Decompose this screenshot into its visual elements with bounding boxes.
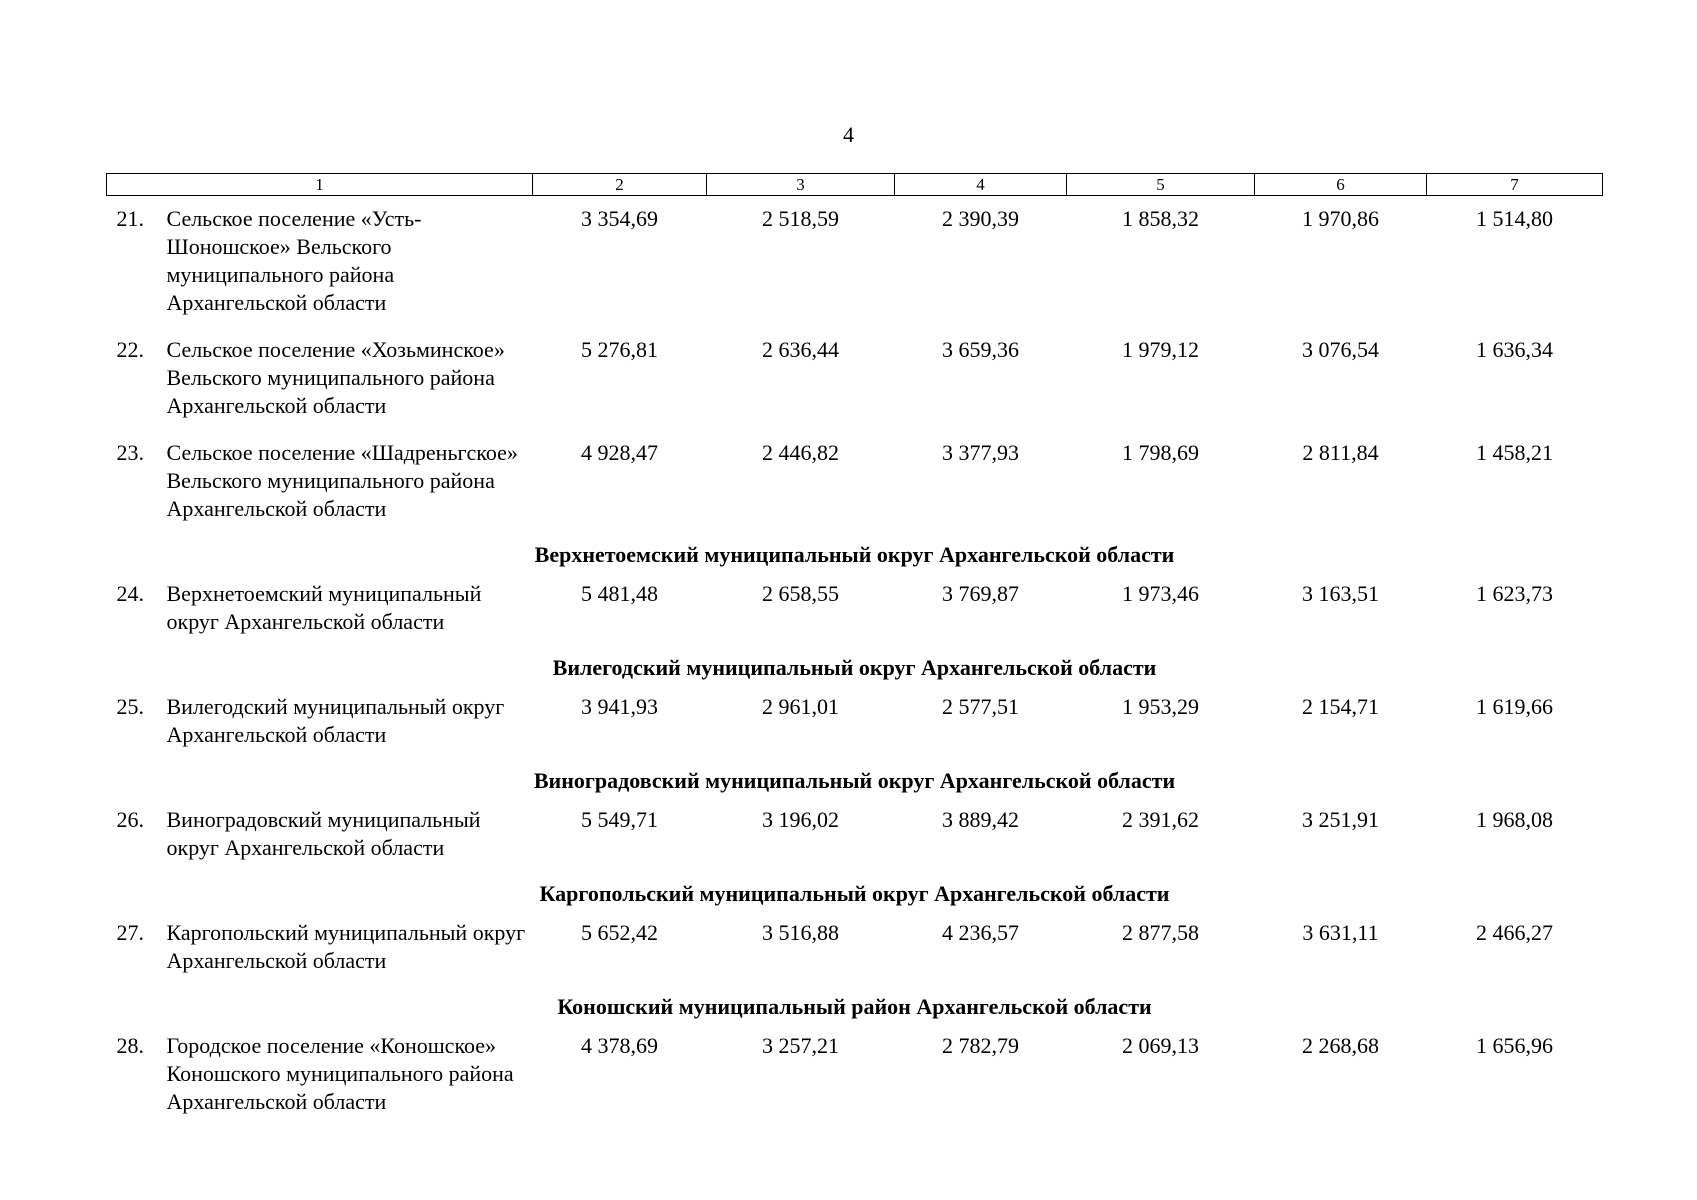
value-cell: 3 377,93 — [942, 440, 1019, 465]
section-heading: Коношский муниципальный район Архангельской области — [557, 994, 1152, 1019]
value-cell: 1 458,21 — [1476, 440, 1553, 465]
header-col-4: 4 — [895, 174, 1067, 196]
data-table — [106, 173, 1603, 1126]
value-cell: 1 968,08 — [1476, 807, 1553, 832]
name-cell — [107, 327, 533, 430]
table-row — [107, 910, 1603, 985]
value-cell: 3 769,87 — [942, 581, 1019, 606]
value-cell: 2 811,84 — [1302, 440, 1379, 465]
name-cell — [107, 430, 533, 533]
value-cell: 2 518,59 — [762, 206, 839, 231]
value-cell: 1 656,96 — [1476, 1033, 1553, 1058]
row-number: 28. — [116, 1033, 144, 1058]
value-cell: 2 658,55 — [762, 581, 839, 606]
section-heading-row — [107, 646, 1603, 684]
value-cell: 3 076,54 — [1302, 337, 1379, 362]
row-number: 25. — [116, 694, 144, 719]
value-cell: 1 619,66 — [1476, 694, 1553, 719]
table-row — [107, 327, 1603, 430]
value-cell: 3 163,51 — [1302, 581, 1379, 606]
row-name: Сельское поселение «Хозьминское» Вельского муниципального района Архангельской области — [166, 337, 505, 418]
value-cell: 2 577,51 — [942, 694, 1019, 719]
header-col-5: 5 — [1067, 174, 1255, 196]
value-cell: 1 953,29 — [1122, 694, 1199, 719]
page-number: 4 — [843, 122, 854, 147]
row-name: Сельское поселение «Шадреньгское» Вельского муниципального района Архангельской области — [166, 440, 518, 521]
value-cell: 1 858,32 — [1122, 206, 1199, 231]
value-cell: 3 631,11 — [1302, 920, 1379, 945]
row-name: Каргопольский муниципальный округ Архангельской области — [166, 920, 526, 973]
value-cell: 2 268,68 — [1302, 1033, 1379, 1058]
value-cell: 3 889,42 — [942, 807, 1019, 832]
value-cell: 2 069,13 — [1122, 1033, 1199, 1058]
name-cell — [107, 797, 533, 872]
section-heading: Каргопольский муниципальный округ Архангельской области — [539, 881, 1170, 906]
row-number: 26. — [116, 807, 144, 832]
header-col-1: 1 — [107, 174, 533, 196]
table-body — [107, 196, 1603, 1127]
value-cell: 1 970,86 — [1302, 206, 1379, 231]
value-cell: 2 466,27 — [1476, 920, 1553, 945]
value-cell: 1 973,46 — [1122, 581, 1199, 606]
value-cell: 3 251,91 — [1302, 807, 1379, 832]
value-cell: 2 390,39 — [942, 206, 1019, 231]
value-cell: 2 877,58 — [1122, 920, 1199, 945]
value-cell: 2 154,71 — [1302, 694, 1379, 719]
row-number: 24. — [116, 581, 144, 606]
table-header — [107, 174, 1603, 196]
row-name: Вилегодский муниципальный округ Архангельской области — [166, 694, 505, 747]
value-cell: 2 782,79 — [942, 1033, 1019, 1058]
row-name: Сельское поселение «Усть-Шоношское» Вельского муниципального района Архангельской области — [166, 206, 422, 315]
table-row — [107, 196, 1603, 328]
table-row — [107, 430, 1603, 533]
value-cell: 4 928,47 — [581, 440, 658, 465]
header-col-7: 7 — [1427, 174, 1603, 196]
value-cell: 5 276,81 — [581, 337, 658, 362]
row-number: 22. — [116, 337, 144, 362]
value-cell: 1 979,12 — [1122, 337, 1199, 362]
value-cell: 4 378,69 — [581, 1033, 658, 1058]
name-cell — [107, 196, 533, 328]
table-row — [107, 1023, 1603, 1126]
value-cell: 3 257,21 — [762, 1033, 839, 1058]
row-name: Верхнетоемский муниципальный округ Архангельской области — [166, 581, 482, 634]
name-cell — [107, 910, 533, 985]
value-cell: 2 446,82 — [762, 440, 839, 465]
value-cell: 2 636,44 — [762, 337, 839, 362]
value-cell: 1 636,34 — [1476, 337, 1553, 362]
value-cell: 3 196,02 — [762, 807, 839, 832]
value-cell: 3 516,88 — [762, 920, 839, 945]
section-heading: Вилегодский муниципальный округ Архангельской области — [552, 655, 1157, 680]
value-cell: 2 961,01 — [762, 694, 839, 719]
section-heading-row — [107, 759, 1603, 797]
value-cell: 2 391,62 — [1122, 807, 1199, 832]
value-cell: 4 236,57 — [942, 920, 1019, 945]
value-cell: 5 481,48 — [581, 581, 658, 606]
section-heading-row — [107, 872, 1603, 910]
value-cell: 3 354,69 — [581, 206, 658, 231]
header-col-6: 6 — [1255, 174, 1427, 196]
row-number: 27. — [116, 920, 144, 945]
name-cell — [107, 684, 533, 759]
section-heading-row — [107, 985, 1603, 1023]
value-cell: 3 941,93 — [581, 694, 658, 719]
value-cell: 1 623,73 — [1476, 581, 1553, 606]
name-cell — [107, 1023, 533, 1126]
row-number: 21. — [116, 206, 144, 231]
row-number: 23. — [116, 440, 144, 465]
value-cell: 5 549,71 — [581, 807, 658, 832]
value-cell: 1 798,69 — [1122, 440, 1199, 465]
section-heading-row — [107, 533, 1603, 571]
value-cell: 1 514,80 — [1476, 206, 1553, 231]
table-row — [107, 684, 1603, 759]
name-cell — [107, 571, 533, 646]
table-row — [107, 797, 1603, 872]
section-heading: Верхнетоемский муниципальный округ Архангельской области — [534, 542, 1175, 567]
value-cell: 5 652,42 — [581, 920, 658, 945]
header-row — [107, 174, 1603, 196]
value-cell: 3 659,36 — [942, 337, 1019, 362]
row-name: Городское поселение «Коношское» Коношского муниципального района Архангельской области — [166, 1033, 514, 1114]
row-name: Виноградовский муниципальный округ Архангельской области — [166, 807, 481, 860]
section-heading: Виноградовский муниципальный округ Архангельской области — [533, 768, 1176, 793]
header-col-2: 2 — [533, 174, 707, 196]
table-row — [107, 571, 1603, 646]
header-col-3: 3 — [707, 174, 895, 196]
